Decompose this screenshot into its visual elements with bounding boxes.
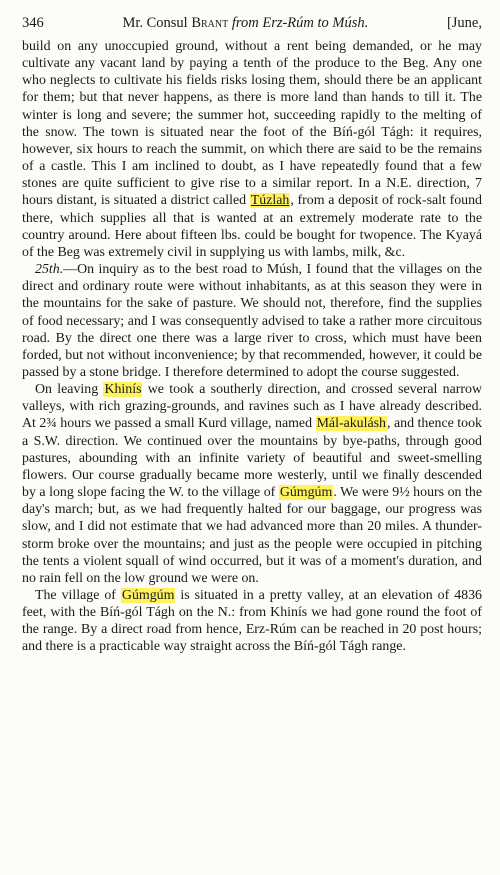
paragraph-4 xyxy=(22,587,482,656)
running-header xyxy=(22,14,482,32)
title-author: Brant xyxy=(191,15,229,31)
highlight-khinis: Khinís xyxy=(104,382,142,398)
highlight-gumgum-1: Gúmgúm xyxy=(279,485,333,501)
p1-text-1: build on any unoccupied ground, without a rent being demanded, or he may cultivate any vacant land by paying a tenth of the produce to the Beg. Any one who neglects to cultivate his fields risks losing them, should there be an applicant for them; but that never happens, as there is more land than hands to till it. The winter is long and severe; the summer hot, succeeding rapidly to the melting of the snow. The town is situated near the foot of the Bíń-gól Tágh: it requires, however, six hours to reach the summit, on which there are said to be the remains of a castle. This I am inclined to doubt, as I have repeatedly found that a few stones are quite sufficient to give rise to a similar report. In a N.E. direction, 7 hours distant, is situated a district called xyxy=(22,39,482,209)
p3-text-2: we took a southerly direction, and crossed several narrow valleys, with rich grazing-grounds, and ravines such as I have already described. At 2¾ hours we passed a small Kurd village, named xyxy=(22,382,482,432)
p1-text-2: , from a deposit of rock-salt found there, which supplies all that is wanted at an extremely moderate rate to the country around. Here about fifteen lbs. could be bought for twopence. The Kyayá of the Beg was extremely civil in supplying us with lambs, milk, &c. xyxy=(22,193,482,260)
highlight-tuzlah: Túzlah xyxy=(250,193,290,209)
p3-text-1: On leaving xyxy=(35,382,104,398)
paragraph-1 xyxy=(22,38,482,261)
header-date: [June, xyxy=(446,15,482,31)
body-text xyxy=(22,38,482,656)
title-suffix: from Erz-Rúm to Músh. xyxy=(228,15,369,31)
page-number: 346 xyxy=(22,15,44,31)
p3-text-4: . We were 9½ hours on the day's march; but, as we had frequently halted for our baggage, our progress was slow, and I did not estimate that we had advanced more than 20 miles. A thunder-storm broke over the mountains; and just as the people were occupied in pitching the tents a violent squall of wind occurred, but it was of a moment's duration, and no rain fell on the low ground we were on. xyxy=(22,485,482,586)
p2-date: 25th. xyxy=(35,262,64,278)
paragraph-3 xyxy=(22,381,482,587)
running-title xyxy=(44,14,447,32)
p4-text-2: is situated in a pretty valley, at an elevation of 4836 feet, with the Bíń-gól Tágh on the N.: from Khinís we had gone round the foot of the range. By a direct road from hence, Erz-Rúm can be reached in 20 post hours; and there is a practicable way straight across the Bíń-gól Tágh range. xyxy=(22,588,482,655)
title-prefix: Mr. Consul xyxy=(122,15,192,31)
paragraph-2 xyxy=(22,261,482,381)
p2-text-1: —On inquiry as to the best road to Músh, I found that the villages on the direct and ordinary route were without inhabitants, as at this season they were in the mountains for the sake of pasture. We should not, therefore, find the supplies of food necessary; and I was consequently advised to take a rather more circuitous road. By the direct one there was a large river to cross, which must have been forded, but not without inconvenience; by that recommended, however, it could be passed by a stone bridge. I therefore determined to adopt the course suggested. xyxy=(22,262,482,380)
p4-text-1: The village of xyxy=(35,588,121,603)
highlight-mal-akulash: Mál-akulásh xyxy=(316,416,386,432)
p3-text-3: , and thence took a S.W. direction. We continued over the mountains by bye-paths, through good pastures, abounding with an infinite variety of beautiful and sweet-smelling flowers. Our course gradually became more westerly, until we finally descended by a long slope facing the W. to the village of xyxy=(22,416,482,501)
highlight-gumgum-2: Gúmgúm xyxy=(121,588,175,603)
